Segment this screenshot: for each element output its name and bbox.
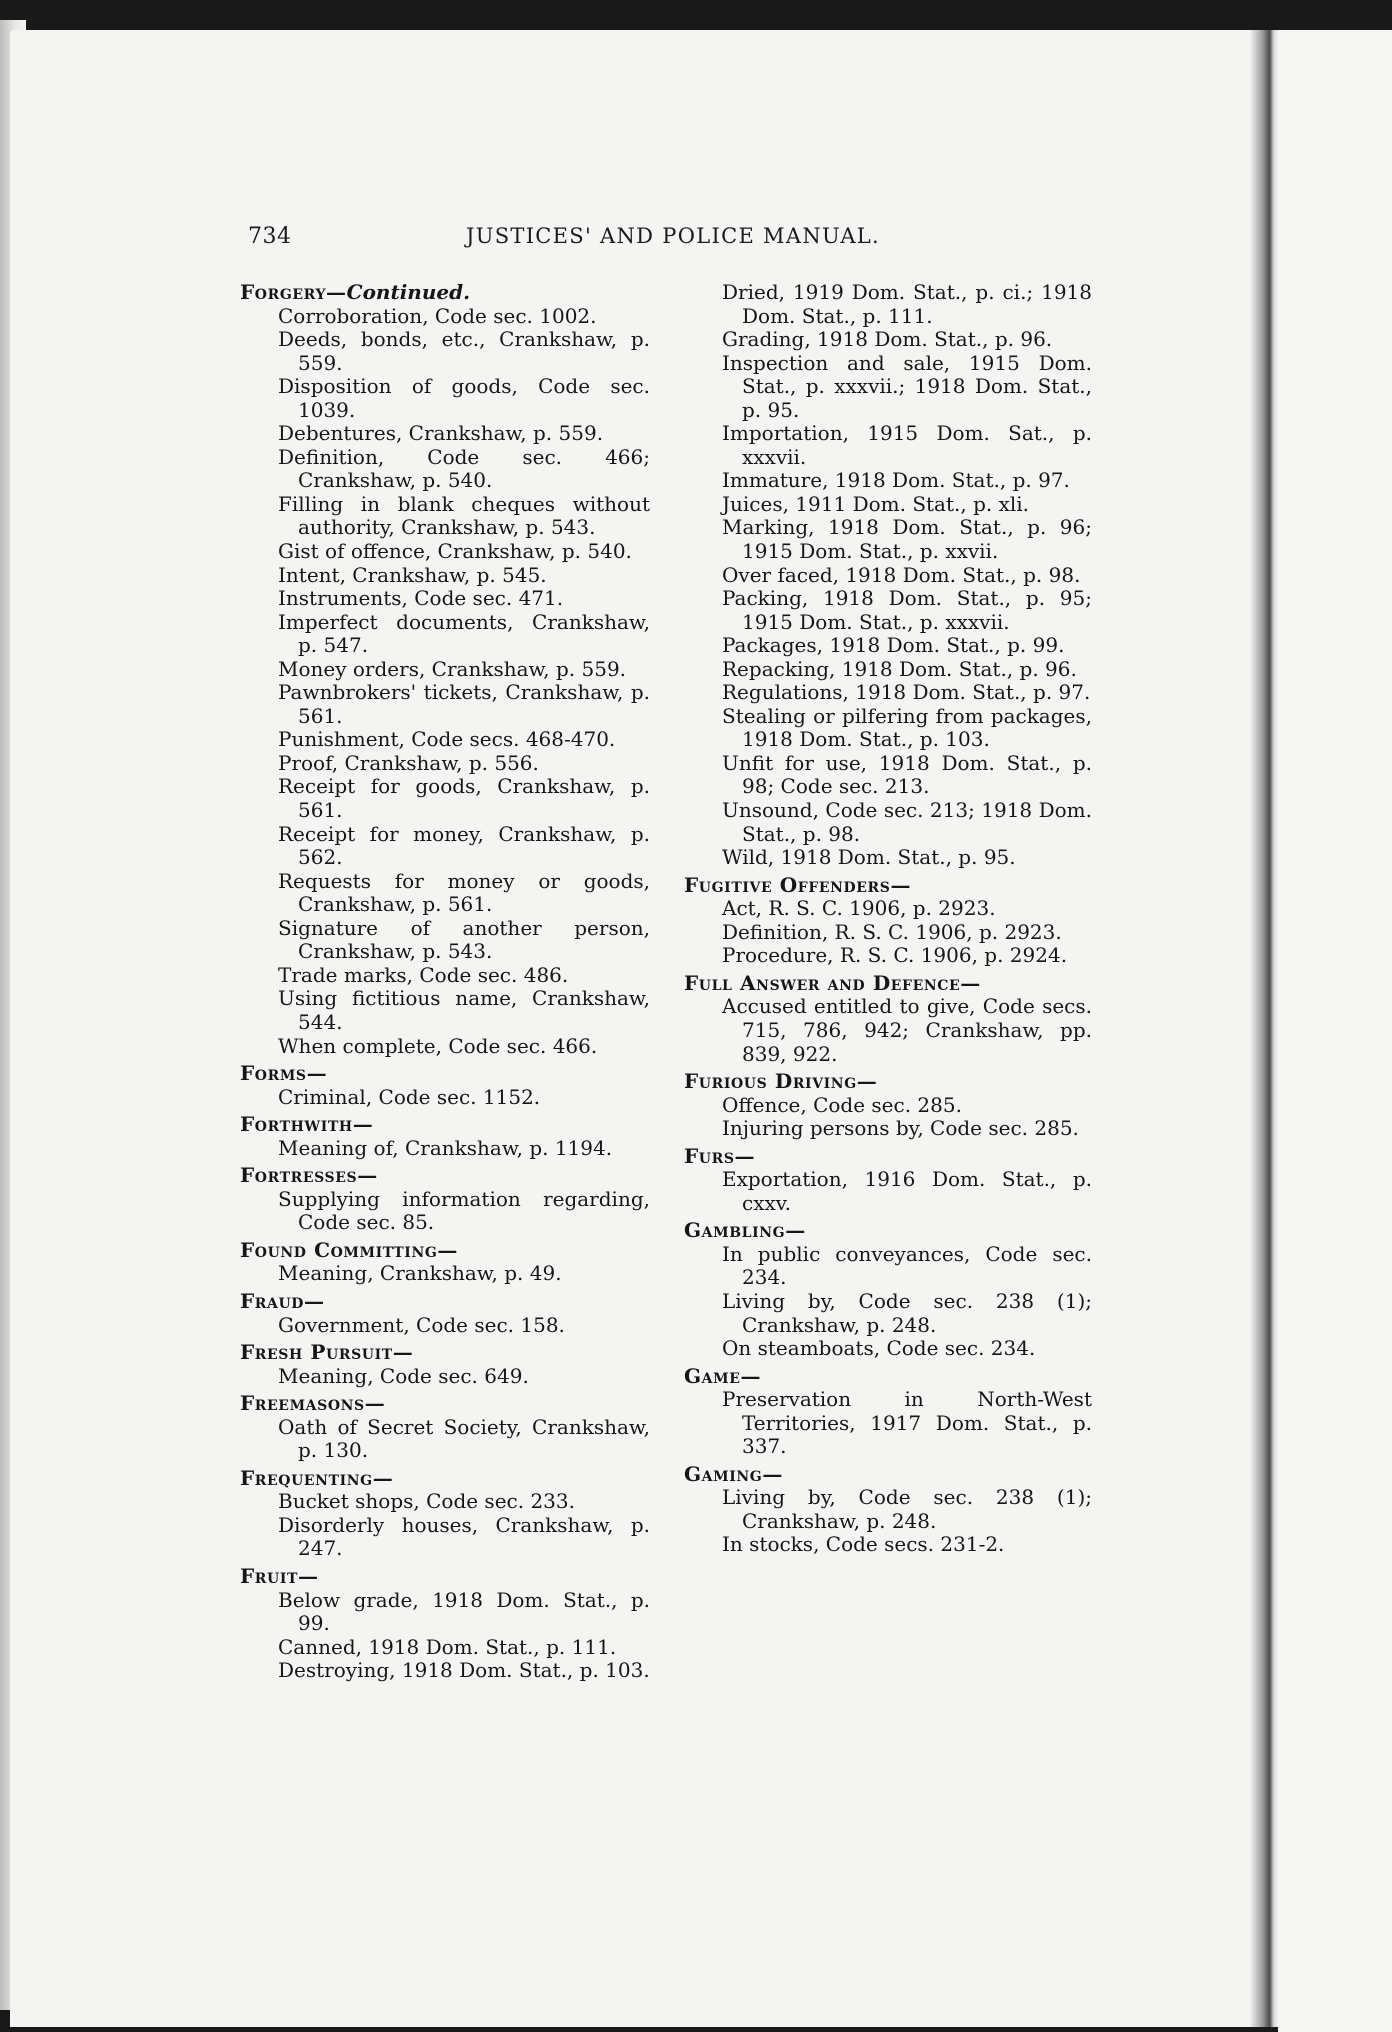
index-entry: Punishment, Code secs. 468-470.: [278, 727, 616, 752]
index-entry: Preservation in North-West Territories, 1917 Dom. Stat., p. 337.: [722, 1387, 1092, 1459]
index-heading: [684, 1145, 1092, 1169]
index-entry: Debentures, Crankshaw, p. 559.: [278, 421, 604, 446]
index-entry: Deeds, bonds, etc., Crankshaw, p. 559.: [278, 327, 650, 375]
index-entry: Offence, Code sec. 285.: [722, 1092, 962, 1117]
index-entry: Instruments, Code sec. 471.: [278, 586, 564, 611]
index-heading: [240, 1565, 650, 1589]
index-entry: Importation, 1915 Dom. Sat., p. xxxvii.: [722, 421, 1092, 469]
index-entry: On steamboats, Code sec. 234.: [722, 1336, 1036, 1361]
index-column-right: [684, 281, 1092, 1557]
index-heading-text: Gaming—: [684, 1461, 783, 1486]
index-entry: Proof, Crankshaw, p. 556.: [278, 750, 539, 775]
index-heading-text: Fraud—: [240, 1288, 325, 1313]
index-entry: Meaning of, Crankshaw, p. 1194.: [278, 1135, 613, 1160]
index-entry: Immature, 1918 Dom. Stat., p. 97.: [722, 468, 1070, 493]
index-entry: Inspection and sale, 1915 Dom. Stat., p. xxxvii.; 1918 Dom. Stat., p. 95.: [722, 350, 1092, 422]
index-entry: Packing, 1918 Dom. Stat., p. 95; 1915 Dom. Stat., p. xxxvii.: [722, 586, 1092, 634]
index-heading: [240, 1341, 650, 1365]
scan-margin: [1278, 30, 1392, 2032]
index-column-left: [240, 281, 650, 1683]
index-heading-text: Fresh Pursuit—: [240, 1340, 414, 1365]
index-entry: Gist of offence, Crankshaw, p. 540.: [278, 539, 632, 564]
index-entry: Corroboration, Code sec. 1002.: [278, 303, 597, 328]
index-entry: Grading, 1918 Dom. Stat., p. 96.: [722, 327, 1053, 352]
index-heading: [240, 1062, 650, 1086]
index-heading-text: Frequenting—: [240, 1465, 394, 1490]
index-heading: [684, 1365, 1092, 1389]
index-heading-text: Fortresses—: [240, 1163, 378, 1188]
index-heading-text: Fruit—: [240, 1563, 319, 1588]
index-entry: Unfit for use, 1918 Dom. Stat., p. 98; Code sec. 213.: [722, 750, 1092, 799]
index-entry: Dried, 1919 Dom. Stat., p. ci.; 1918 Dom. Stat., p. 111.: [722, 280, 1092, 328]
index-entry: Filling in blank cheques without authority, Crankshaw, p. 543.: [278, 491, 650, 540]
index-entry: Intent, Crankshaw, p. 545.: [278, 562, 547, 587]
index-entry: Repacking, 1918 Dom. Stat., p. 96.: [722, 656, 1077, 681]
index-heading: [684, 874, 1092, 898]
index-entry: Using fictitious name, Crankshaw, 544.: [278, 986, 650, 1034]
index-entry: Regulations, 1918 Dom. Stat., p. 97.: [722, 680, 1091, 705]
index-entry: Act, R. S. C. 1906, p. 2923.: [722, 896, 996, 921]
index-entry: Packages, 1918 Dom. Stat., p. 99.: [722, 633, 1065, 658]
index-heading: [684, 1070, 1092, 1094]
index-heading-text: Freemasons—: [240, 1391, 386, 1416]
index-heading: [684, 1219, 1092, 1243]
index-entry: Wild, 1918 Dom. Stat., p. 95.: [722, 845, 1016, 870]
index-entry: Trade marks, Code sec. 486.: [278, 962, 569, 987]
index-entry: Injuring persons by, Code sec. 285.: [722, 1116, 1079, 1141]
index-entry: Oath of Secret Society, Crankshaw, p. 130.: [278, 1414, 650, 1463]
index-entry: Destroying, 1918 Dom. Stat., p. 103.: [278, 1658, 650, 1683]
index-heading-text: Furs—: [684, 1143, 756, 1168]
index-entry: Over faced, 1918 Dom. Stat., p. 98.: [722, 562, 1081, 587]
index-entry: Disorderly houses, Crankshaw, p. 247.: [278, 1512, 650, 1561]
index-entry: Receipt for goods, Crankshaw, p. 561.: [278, 774, 650, 823]
index-entry: Unsound, Code sec. 213; 1918 Dom. Stat., p. 98.: [722, 798, 1092, 846]
continued-label: Continued.: [346, 280, 471, 304]
page-number: 734: [248, 224, 292, 249]
index-heading-text: Full Answer and Defence—: [684, 970, 981, 995]
index-entry: Imperfect documents, Crankshaw, p. 547.: [278, 609, 650, 658]
index-heading: [240, 1113, 650, 1137]
index-heading-text: Furious Driving—: [684, 1069, 878, 1094]
index-heading: [684, 972, 1092, 996]
index-entry: Signature of another person, Crankshaw, p. 543.: [278, 915, 650, 964]
index-heading: [240, 1164, 650, 1188]
index-entry: Juices, 1911 Dom. Stat., p. xli.: [722, 491, 1030, 516]
index-entry: In public conveyances, Code sec. 234.: [722, 1241, 1092, 1290]
index-entry: Requests for money or goods, Crankshaw, p. 561.: [278, 868, 650, 917]
index-entry: Supplying information regarding, Code sec. 85.: [278, 1186, 650, 1235]
index-heading-text: Game—: [684, 1363, 762, 1388]
index-entry: Definition, Code sec. 466; Crankshaw, p. 540.: [278, 444, 650, 493]
index-heading: [240, 1239, 650, 1263]
index-heading: [240, 1467, 650, 1491]
index-heading: [684, 1463, 1092, 1487]
page-gutter-shadow: [1250, 30, 1278, 2027]
index-heading: [240, 281, 650, 305]
index-entry: When complete, Code sec. 466.: [278, 1033, 598, 1058]
index-entry: Living by, Code sec. 238 (1); Crankshaw, p. 248.: [722, 1485, 1092, 1533]
index-entry: Government, Code sec. 158.: [278, 1312, 565, 1337]
index-entry: Pawnbrokers' tickets, Crankshaw, p. 561.: [278, 680, 650, 728]
index-heading-text: Forms—: [240, 1061, 328, 1086]
index-heading-text: Fugitive Offenders—: [684, 872, 912, 897]
index-heading-text: Forthwith—: [240, 1112, 374, 1137]
index-heading-text: Gambling—: [684, 1218, 806, 1243]
index-entry: Exportation, 1916 Dom. Stat., p. cxxv.: [722, 1167, 1092, 1215]
page-header: [248, 220, 888, 256]
index-entry: Accused entitled to give, Code secs. 715, 786, 942; Crankshaw, pp. 839, 922.: [722, 994, 1092, 1066]
index-entry: Canned, 1918 Dom. Stat., p. 111.: [278, 1634, 617, 1659]
index-entry: Meaning, Crankshaw, p. 49.: [278, 1261, 562, 1286]
index-entry: Living by, Code sec. 238 (1); Crankshaw, p. 248.: [722, 1288, 1092, 1337]
index-entry: Meaning, Code sec. 649.: [278, 1363, 529, 1388]
index-heading: [240, 1290, 650, 1314]
index-entry: Criminal, Code sec. 1152.: [278, 1084, 541, 1109]
index-entry: Procedure, R. S. C. 1906, p. 2924.: [722, 943, 1068, 968]
index-entry: Below grade, 1918 Dom. Stat., p. 99.: [278, 1587, 650, 1636]
index-entry: In stocks, Code secs. 231-2.: [722, 1532, 1005, 1557]
index-entry: Receipt for money, Crankshaw, p. 562.: [278, 821, 650, 870]
index-heading: [240, 1392, 650, 1416]
index-entry: Definition, R. S. C. 1906, p. 2923.: [722, 919, 1062, 944]
index-heading-text: Forgery—: [240, 280, 347, 304]
index-entry: Stealing or pilfering from packages, 1918 Dom. Stat., p. 103.: [722, 703, 1092, 752]
index-heading-text: Found Committing—: [240, 1237, 458, 1262]
index-entry: Money orders, Crankshaw, p. 559.: [278, 656, 627, 681]
running-head: JUSTICES' AND POLICE MANUAL.: [466, 224, 881, 248]
index-entry: Bucket shops, Code sec. 233.: [278, 1489, 575, 1514]
index-entry: Marking, 1918 Dom. Stat., p. 96; 1915 Dom. Stat., p. xxvii.: [722, 515, 1092, 564]
index-entry: Disposition of goods, Code sec. 1039.: [278, 374, 650, 422]
